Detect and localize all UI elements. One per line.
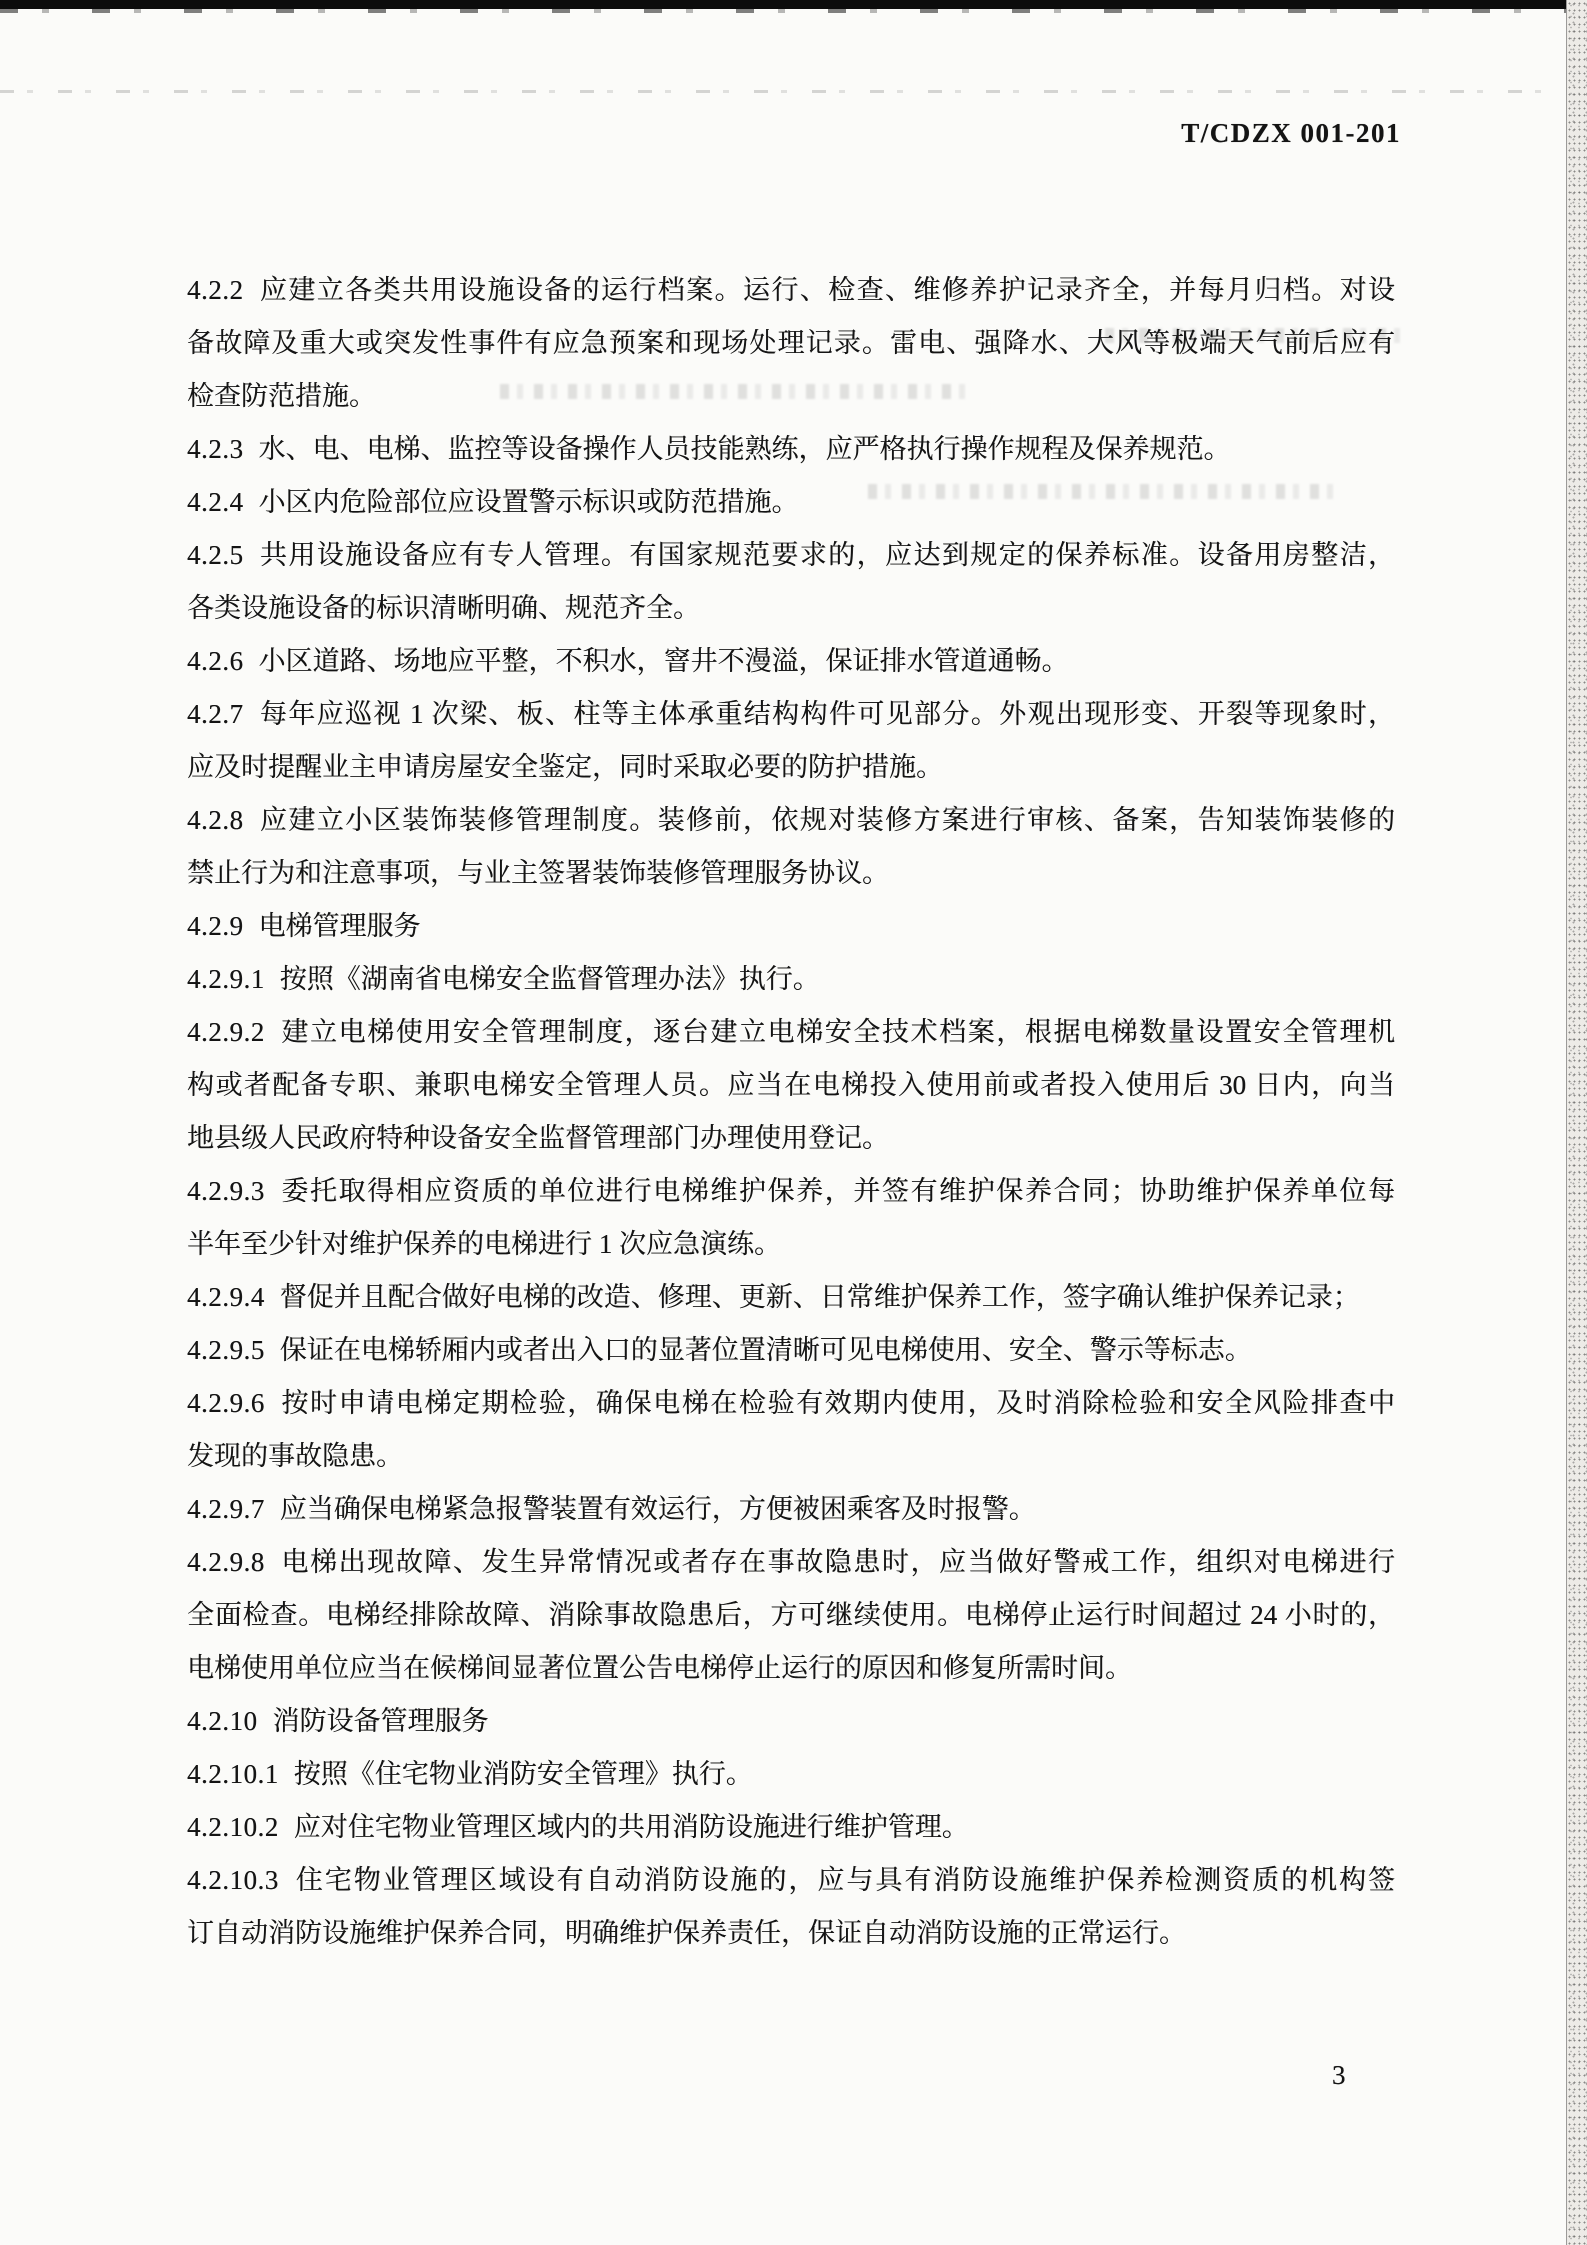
clause-line: 禁止行为和注意事项，与业主签署装饰装修管理服务协议。 — [187, 858, 889, 888]
clause-number: 4.2.3 — [187, 434, 244, 464]
document-body — [187, 264, 1395, 1960]
clause-line — [187, 1483, 1395, 1536]
clause-line — [187, 953, 1395, 1006]
clause-line: 半年至少针对维护保养的电梯进行 1 次应急演练。 — [187, 1229, 781, 1259]
clause-line — [187, 529, 1395, 582]
clause-number: 4.2.9.3 — [187, 1176, 265, 1206]
clause-line — [187, 1695, 1395, 1748]
clause-line: 全面检查。电梯经排除故障、消除事故隐患后，方可继续使用。电梯停止运行时间超过 24 小时的， — [187, 1600, 1395, 1630]
clause-line — [187, 1165, 1395, 1218]
clause-line — [187, 900, 1395, 953]
clause-4-2-9-5 — [187, 1324, 1395, 1377]
clause-text: 应建立各类共用设施设备的运行档案。运行、检查、维修养护记录齐全，并每月归档。对设 — [258, 275, 1395, 305]
clause-text: 电梯管理服务 — [258, 911, 421, 941]
clause-line — [187, 794, 1395, 847]
scan-horizontal-noise-line — [0, 90, 1550, 93]
clause-line: 构或者配备专职、兼职电梯安全管理人员。应当在电梯投入使用前或者投入使用后 30 日内，向当 — [187, 1070, 1395, 1100]
clause-text: 应建立小区装饰装修管理制度。装修前，依规对装修方案进行审核、备案，告知装饰装修的 — [258, 805, 1395, 835]
clause-number: 4.2.8 — [187, 805, 244, 835]
clause-number: 4.2.10 — [187, 1706, 258, 1736]
clause-4-2-6 — [187, 635, 1395, 688]
clause-4-2-7 — [187, 688, 1395, 794]
clause-number: 4.2.10.3 — [187, 1865, 279, 1895]
clause-line — [187, 1377, 1395, 1430]
clause-line — [187, 1006, 1395, 1059]
clause-number: 4.2.9.4 — [187, 1282, 265, 1312]
clause-4-2-5 — [187, 529, 1395, 635]
clause-4-2-10-2 — [187, 1801, 1395, 1854]
clause-4-2-2 — [187, 264, 1395, 423]
clause-4-2-8 — [187, 794, 1395, 900]
clause-line: 应及时提醒业主申请房屋安全鉴定，同时采取必要的防护措施。 — [187, 752, 943, 782]
clause-line — [187, 1748, 1395, 1801]
clause-line — [187, 1324, 1395, 1377]
clause-4-2-3 — [187, 423, 1395, 476]
clause-4-2-9-8 — [187, 1536, 1395, 1695]
clause-text: 督促并且配合做好电梯的改造、修理、更新、日常维护保养工作，签字确认维护保养记录； — [279, 1282, 1360, 1312]
clause-line — [187, 1271, 1395, 1324]
clause-line: 发现的事故隐患。 — [187, 1441, 403, 1471]
clause-line — [187, 1854, 1395, 1907]
clause-number: 4.2.9.8 — [187, 1547, 265, 1577]
clause-number: 4.2.9.5 — [187, 1335, 265, 1365]
clause-text: 建立电梯使用安全管理制度，逐台建立电梯安全技术档案，根据电梯数量设置安全管理机 — [279, 1017, 1395, 1047]
clause-line: 检查防范措施。 — [187, 381, 376, 411]
clause-number: 4.2.9.1 — [187, 964, 265, 994]
clause-4-2-4 — [187, 476, 1395, 529]
clause-text: 按照《住宅物业消防安全管理》执行。 — [293, 1759, 753, 1789]
clause-text: 应当确保电梯紧急报警装置有效运行，方便被困乘客及时报警。 — [279, 1494, 1036, 1524]
clause-line — [187, 1801, 1395, 1854]
clause-line — [187, 264, 1395, 317]
clause-number: 4.2.9.6 — [187, 1388, 265, 1418]
clause-text: 保证在电梯轿厢内或者出入口的显著位置清晰可见电梯使用、安全、警示等标志。 — [279, 1335, 1252, 1365]
clause-line: 订自动消防设施维护保养合同，明确维护保养责任，保证自动消防设施的正常运行。 — [187, 1918, 1186, 1948]
clause-text: 按照《湖南省电梯安全监督管理办法》执行。 — [279, 964, 820, 994]
clause-4-2-9-7 — [187, 1483, 1395, 1536]
clause-4-2-9-1 — [187, 953, 1395, 1006]
clause-text: 消防设备管理服务 — [272, 1706, 489, 1736]
clause-line — [187, 423, 1395, 476]
clause-4-2-9-6 — [187, 1377, 1395, 1483]
clause-line — [187, 1536, 1395, 1589]
clause-line — [187, 635, 1395, 688]
clause-text: 住宅物业管理区域设有自动消防设施的，应与具有消防设施维护保养检测资质的机构签 — [293, 1865, 1395, 1895]
clause-4-2-10-3 — [187, 1854, 1395, 1960]
clause-number: 4.2.4 — [187, 487, 244, 517]
clause-number: 4.2.10.2 — [187, 1812, 279, 1842]
clause-4-2-9-4 — [187, 1271, 1395, 1324]
clause-text: 按时申请电梯定期检验，确保电梯在检验有效期内使用，及时消除检验和安全风险排查中 — [279, 1388, 1395, 1418]
clause-line: 各类设施设备的标识清晰明确、规范齐全。 — [187, 593, 700, 623]
clause-text: 水、电、电梯、监控等设备操作人员技能熟练，应严格执行操作规程及保养规范。 — [258, 434, 1231, 464]
clause-number: 4.2.5 — [187, 540, 244, 570]
clause-number: 4.2.10.1 — [187, 1759, 279, 1789]
clause-line: 备故障及重大或突发性事件有应急预案和现场处理记录。雷电、强降水、大风等极端天气前后应有 — [187, 328, 1395, 358]
clause-line — [187, 476, 1395, 529]
document-header-code: T/CDZX 001-201 — [1181, 118, 1401, 148]
scan-right-noise-band — [1566, 0, 1587, 2245]
clause-4-2-9 — [187, 900, 1395, 953]
clause-line — [187, 688, 1395, 741]
scan-top-edge — [0, 0, 1587, 9]
clause-4-2-10 — [187, 1695, 1395, 1748]
clause-4-2-10-1 — [187, 1748, 1395, 1801]
clause-number: 4.2.6 — [187, 646, 244, 676]
page-number: 3 — [1332, 2060, 1346, 2090]
clause-text: 委托取得相应资质的单位进行电梯维护保养，并签有维护保养合同；协助维护保养单位每 — [279, 1176, 1395, 1206]
clause-text: 电梯出现故障、发生异常情况或者存在事故隐患时，应当做好警戒工作，组织对电梯进行 — [279, 1547, 1395, 1577]
clause-text: 每年应巡视 1 次梁、板、柱等主体承重结构构件可见部分。外观出现形变、开裂等现象时， — [258, 699, 1395, 729]
clause-line: 电梯使用单位应当在候梯间显著位置公告电梯停止运行的原因和修复所需时间。 — [187, 1653, 1132, 1683]
clause-4-2-9-3 — [187, 1165, 1395, 1271]
clause-number: 4.2.9 — [187, 911, 244, 941]
clause-text: 应对住宅物业管理区域内的共用消防设施进行维护管理。 — [293, 1812, 969, 1842]
clause-number: 4.2.7 — [187, 699, 244, 729]
clause-4-2-9-2 — [187, 1006, 1395, 1165]
clause-text: 小区内危险部位应设置警示标识或防范措施。 — [258, 487, 799, 517]
clause-text: 共用设施设备应有专人管理。有国家规范要求的，应达到规定的保养标准。设备用房整洁， — [258, 540, 1395, 570]
clause-line: 地县级人民政府特种设备安全监督管理部门办理使用登记。 — [187, 1123, 889, 1153]
clause-number: 4.2.9.7 — [187, 1494, 265, 1524]
clause-number: 4.2.2 — [187, 275, 244, 305]
clause-text: 小区道路、场地应平整，不积水，窨井不漫溢，保证排水管道通畅。 — [258, 646, 1069, 676]
clause-number: 4.2.9.2 — [187, 1017, 265, 1047]
